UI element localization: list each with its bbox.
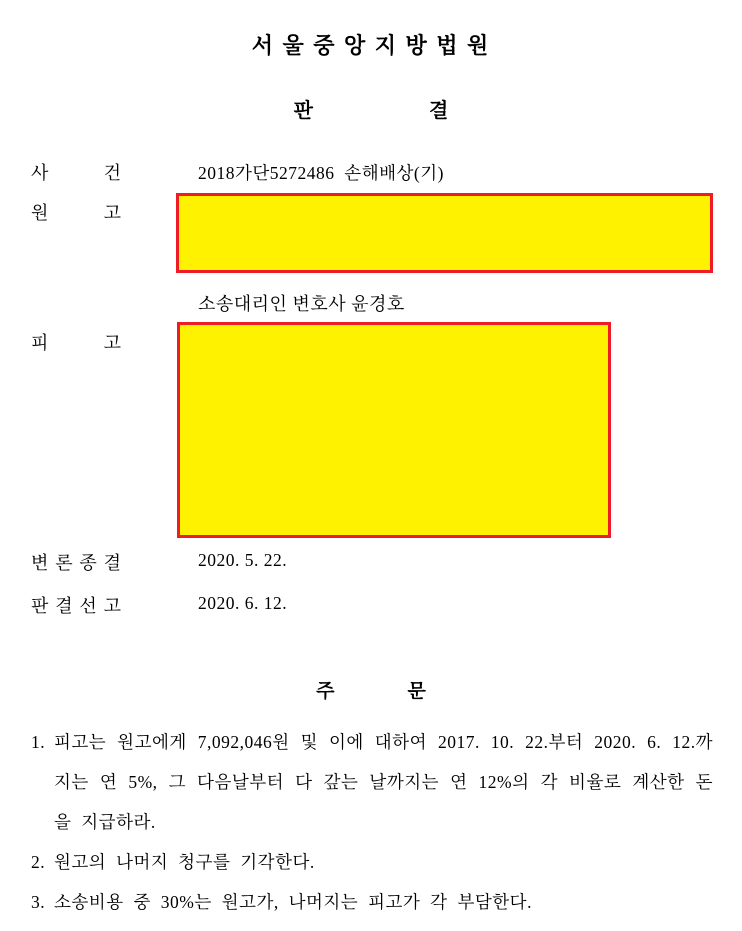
closing-label-char: 변 bbox=[31, 553, 49, 573]
order-heading bbox=[0, 676, 742, 703]
order-items bbox=[31, 722, 713, 922]
counsel-line: 소송대리인 변호사 윤경호 bbox=[198, 294, 405, 314]
plaintiff-label-char: 고 bbox=[103, 203, 121, 223]
case-number: 2018가단5272486 손해배상(기) bbox=[198, 163, 444, 183]
sentencing-label-char: 선 bbox=[79, 596, 97, 616]
order-item-number: 2. bbox=[31, 852, 46, 872]
order-item-number: 1. bbox=[31, 732, 46, 752]
order-item bbox=[31, 722, 713, 842]
defendant-label-char: 고 bbox=[103, 333, 121, 353]
defendant-redaction-box bbox=[177, 322, 611, 538]
court-name-title: 서 울 중 앙 지 방 법 원 bbox=[251, 33, 491, 58]
judgment-pronouncement-date: 2020. 6. 12. bbox=[198, 593, 288, 613]
order-heading-char: 문 bbox=[407, 681, 426, 702]
sentencing-label-char: 결 bbox=[55, 596, 73, 616]
judgment-title-char: 결 bbox=[429, 100, 449, 122]
order-item-text: 원고의 나머지 청구를 기각한다. bbox=[54, 852, 315, 872]
plaintiff-redaction-box bbox=[176, 193, 713, 273]
case-label bbox=[31, 159, 121, 185]
order-item bbox=[31, 842, 713, 882]
order-heading-char: 주 bbox=[316, 681, 335, 702]
order-item-text: 소송비용 중 30%는 원고가, 나머지는 피고가 각 부담한다. bbox=[54, 892, 532, 912]
case-label-char: 건 bbox=[103, 163, 121, 183]
sentencing-label-char: 고 bbox=[103, 596, 121, 616]
judgment-title-char: 판 bbox=[293, 100, 313, 122]
plaintiff-label bbox=[31, 199, 121, 225]
case-label-char: 사 bbox=[31, 163, 49, 183]
closing-label-char: 종 bbox=[79, 553, 97, 573]
order-item-number: 3. bbox=[31, 892, 46, 912]
closing-label-char: 결 bbox=[103, 553, 121, 573]
closing-of-arguments-label bbox=[31, 549, 121, 575]
order-item-text: 피고는 원고에게 7,092,046원 및 이에 대하여 2017. 10. 22.부터 2020. 6. 12.까지는 연 5%, 그 다음날부터 다 갚는 날까지는 연 12%의 각 비율로 계산한 돈을 지급하라. bbox=[54, 732, 713, 832]
judgment-title bbox=[0, 94, 742, 123]
closing-label-char: 론 bbox=[55, 553, 73, 573]
plaintiff-label-char: 원 bbox=[31, 203, 49, 223]
order-item bbox=[31, 882, 713, 922]
closing-of-arguments-date: 2020. 5. 22. bbox=[198, 550, 288, 570]
judgment-pronouncement-label bbox=[31, 592, 121, 618]
defendant-label bbox=[31, 329, 121, 355]
defendant-label-char: 피 bbox=[31, 333, 49, 353]
sentencing-label-char: 판 bbox=[31, 596, 49, 616]
